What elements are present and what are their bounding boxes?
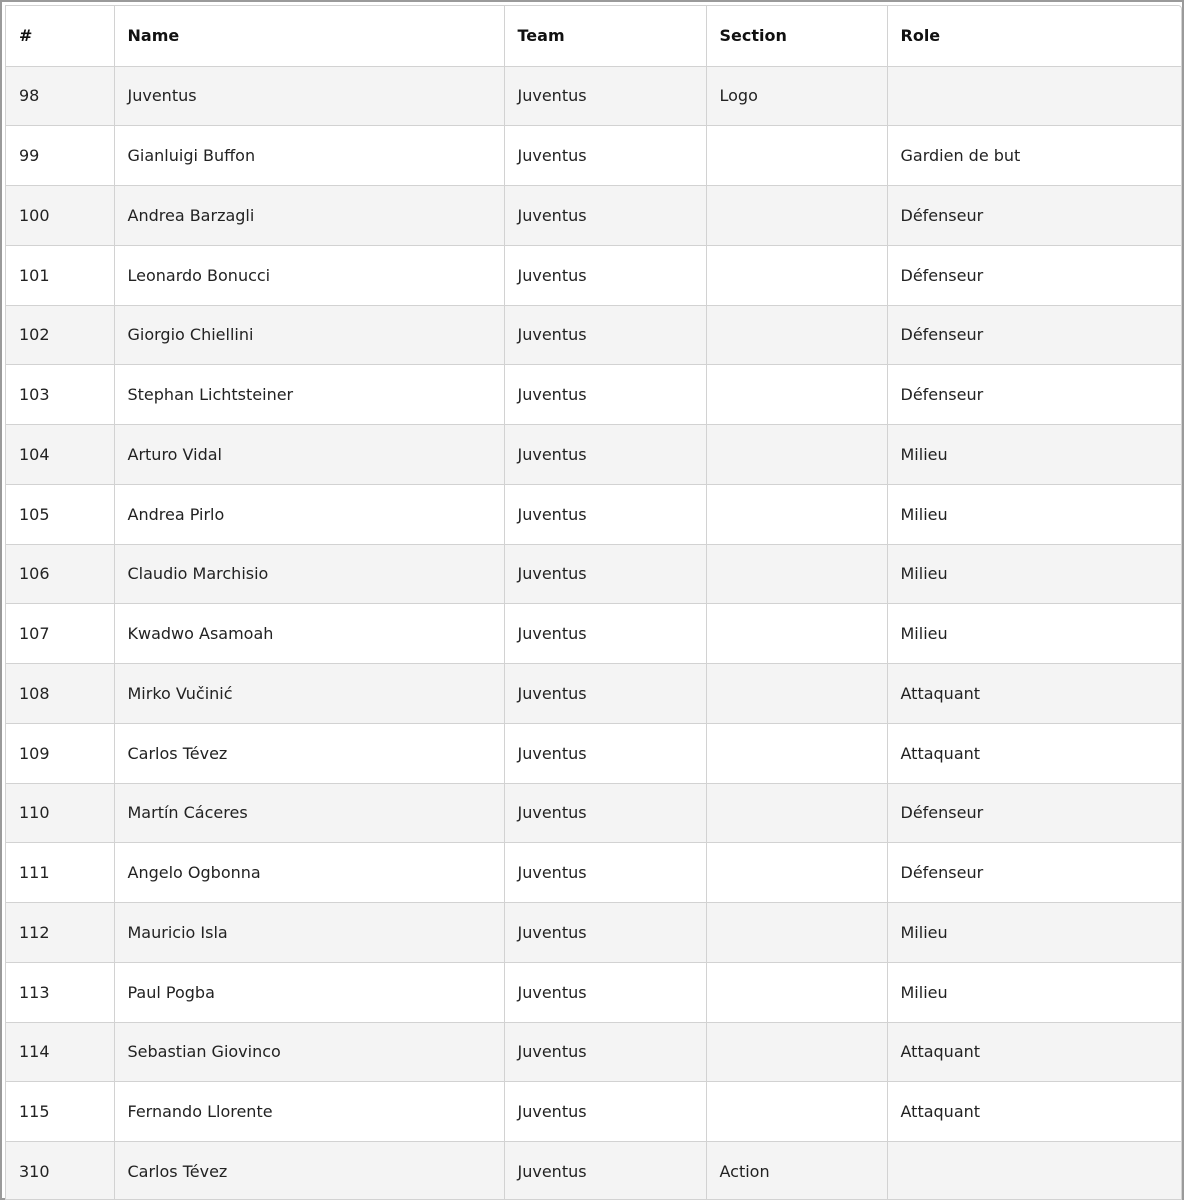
cell-number: 103 xyxy=(6,365,114,425)
cell-role: Milieu xyxy=(887,484,1181,544)
table-row[interactable] xyxy=(6,1142,1181,1200)
cell-team: Juventus xyxy=(504,425,706,485)
cell-role: Milieu xyxy=(887,544,1181,604)
cell-number: 102 xyxy=(6,305,114,365)
cell-name: Mirko Vučinić xyxy=(114,664,504,724)
cell-number: 101 xyxy=(6,245,114,305)
cell-section xyxy=(706,783,887,843)
cell-number: 310 xyxy=(6,1142,114,1200)
players-table-container xyxy=(5,5,1182,1200)
cell-role: Milieu xyxy=(887,425,1181,485)
players-table xyxy=(6,6,1181,1200)
cell-name: Gianluigi Buffon xyxy=(114,126,504,186)
cell-name: Kwadwo Asamoah xyxy=(114,604,504,664)
cell-team: Juventus xyxy=(504,66,706,126)
table-row[interactable] xyxy=(6,544,1181,604)
cell-section xyxy=(706,365,887,425)
cell-number: 108 xyxy=(6,664,114,724)
cell-role: Défenseur xyxy=(887,843,1181,903)
cell-number: 99 xyxy=(6,126,114,186)
cell-section xyxy=(706,962,887,1022)
table-row[interactable] xyxy=(6,783,1181,843)
cell-number: 105 xyxy=(6,484,114,544)
cell-name: Andrea Barzagli xyxy=(114,186,504,246)
cell-section xyxy=(706,604,887,664)
cell-role: Attaquant xyxy=(887,723,1181,783)
cell-team: Juventus xyxy=(504,245,706,305)
cell-section xyxy=(706,305,887,365)
cell-name: Stephan Lichtsteiner xyxy=(114,365,504,425)
table-row[interactable] xyxy=(6,245,1181,305)
table-row[interactable] xyxy=(6,365,1181,425)
cell-section xyxy=(706,245,887,305)
cell-name: Fernando Llorente xyxy=(114,1082,504,1142)
table-row[interactable] xyxy=(6,723,1181,783)
cell-team: Juventus xyxy=(504,962,706,1022)
table-row[interactable] xyxy=(6,1082,1181,1142)
cell-number: 106 xyxy=(6,544,114,604)
column-header-number[interactable]: # xyxy=(6,6,114,66)
cell-team: Juventus xyxy=(504,186,706,246)
cell-name: Mauricio Isla xyxy=(114,903,504,963)
cell-role: Milieu xyxy=(887,903,1181,963)
cell-role: Milieu xyxy=(887,604,1181,664)
cell-team: Juventus xyxy=(504,1142,706,1200)
cell-role: Attaquant xyxy=(887,664,1181,724)
cell-number: 104 xyxy=(6,425,114,485)
cell-role: Attaquant xyxy=(887,1022,1181,1082)
cell-name: Leonardo Bonucci xyxy=(114,245,504,305)
cell-role: Défenseur xyxy=(887,245,1181,305)
table-row[interactable] xyxy=(6,126,1181,186)
cell-role: Défenseur xyxy=(887,305,1181,365)
cell-team: Juventus xyxy=(504,1022,706,1082)
cell-name: Martín Cáceres xyxy=(114,783,504,843)
cell-number: 110 xyxy=(6,783,114,843)
cell-team: Juventus xyxy=(504,903,706,963)
cell-number: 111 xyxy=(6,843,114,903)
column-header-section[interactable]: Section xyxy=(706,6,887,66)
cell-team: Juventus xyxy=(504,126,706,186)
cell-team: Juventus xyxy=(504,664,706,724)
cell-team: Juventus xyxy=(504,544,706,604)
cell-number: 114 xyxy=(6,1022,114,1082)
cell-name: Arturo Vidal xyxy=(114,425,504,485)
table-row[interactable] xyxy=(6,425,1181,485)
cell-team: Juventus xyxy=(504,843,706,903)
table-row[interactable] xyxy=(6,843,1181,903)
cell-number: 100 xyxy=(6,186,114,246)
cell-role: Défenseur xyxy=(887,186,1181,246)
cell-name: Juventus xyxy=(114,66,504,126)
cell-number: 98 xyxy=(6,66,114,126)
table-row[interactable] xyxy=(6,664,1181,724)
cell-number: 115 xyxy=(6,1082,114,1142)
column-header-team[interactable]: Team xyxy=(504,6,706,66)
table-row[interactable] xyxy=(6,66,1181,126)
cell-number: 109 xyxy=(6,723,114,783)
cell-section: Logo xyxy=(706,66,887,126)
cell-name: Sebastian Giovinco xyxy=(114,1022,504,1082)
table-row[interactable] xyxy=(6,962,1181,1022)
cell-section xyxy=(706,723,887,783)
cell-section xyxy=(706,1082,887,1142)
table-body xyxy=(6,66,1181,1200)
cell-team: Juventus xyxy=(504,783,706,843)
cell-team: Juventus xyxy=(504,604,706,664)
cell-role: Attaquant xyxy=(887,1082,1181,1142)
table-row[interactable] xyxy=(6,1022,1181,1082)
cell-team: Juventus xyxy=(504,305,706,365)
cell-section xyxy=(706,1022,887,1082)
cell-section xyxy=(706,544,887,604)
header-row xyxy=(6,6,1181,66)
cell-team: Juventus xyxy=(504,1082,706,1142)
table-row[interactable] xyxy=(6,305,1181,365)
cell-name: Carlos Tévez xyxy=(114,1142,504,1200)
cell-section xyxy=(706,484,887,544)
cell-name: Claudio Marchisio xyxy=(114,544,504,604)
cell-section xyxy=(706,126,887,186)
cell-number: 112 xyxy=(6,903,114,963)
cell-section xyxy=(706,425,887,485)
cell-name: Giorgio Chiellini xyxy=(114,305,504,365)
cell-name: Paul Pogba xyxy=(114,962,504,1022)
cell-number: 107 xyxy=(6,604,114,664)
table-header xyxy=(6,6,1181,66)
table-row[interactable] xyxy=(6,484,1181,544)
table-row[interactable] xyxy=(6,903,1181,963)
cell-name: Carlos Tévez xyxy=(114,723,504,783)
cell-section: Action xyxy=(706,1142,887,1200)
cell-role xyxy=(887,66,1181,126)
table-row[interactable] xyxy=(6,186,1181,246)
cell-section xyxy=(706,664,887,724)
cell-role: Gardien de but xyxy=(887,126,1181,186)
cell-role: Défenseur xyxy=(887,365,1181,425)
cell-team: Juventus xyxy=(504,484,706,544)
cell-team: Juventus xyxy=(504,723,706,783)
cell-number: 113 xyxy=(6,962,114,1022)
cell-section xyxy=(706,903,887,963)
cell-team: Juventus xyxy=(504,365,706,425)
table-row[interactable] xyxy=(6,604,1181,664)
cell-role: Milieu xyxy=(887,962,1181,1022)
cell-name: Andrea Pirlo xyxy=(114,484,504,544)
cell-section xyxy=(706,843,887,903)
cell-role xyxy=(887,1142,1181,1200)
cell-section xyxy=(706,186,887,246)
cell-name: Angelo Ogbonna xyxy=(114,843,504,903)
cell-role: Défenseur xyxy=(887,783,1181,843)
column-header-role[interactable]: Role xyxy=(887,6,1181,66)
column-header-name[interactable]: Name xyxy=(114,6,504,66)
